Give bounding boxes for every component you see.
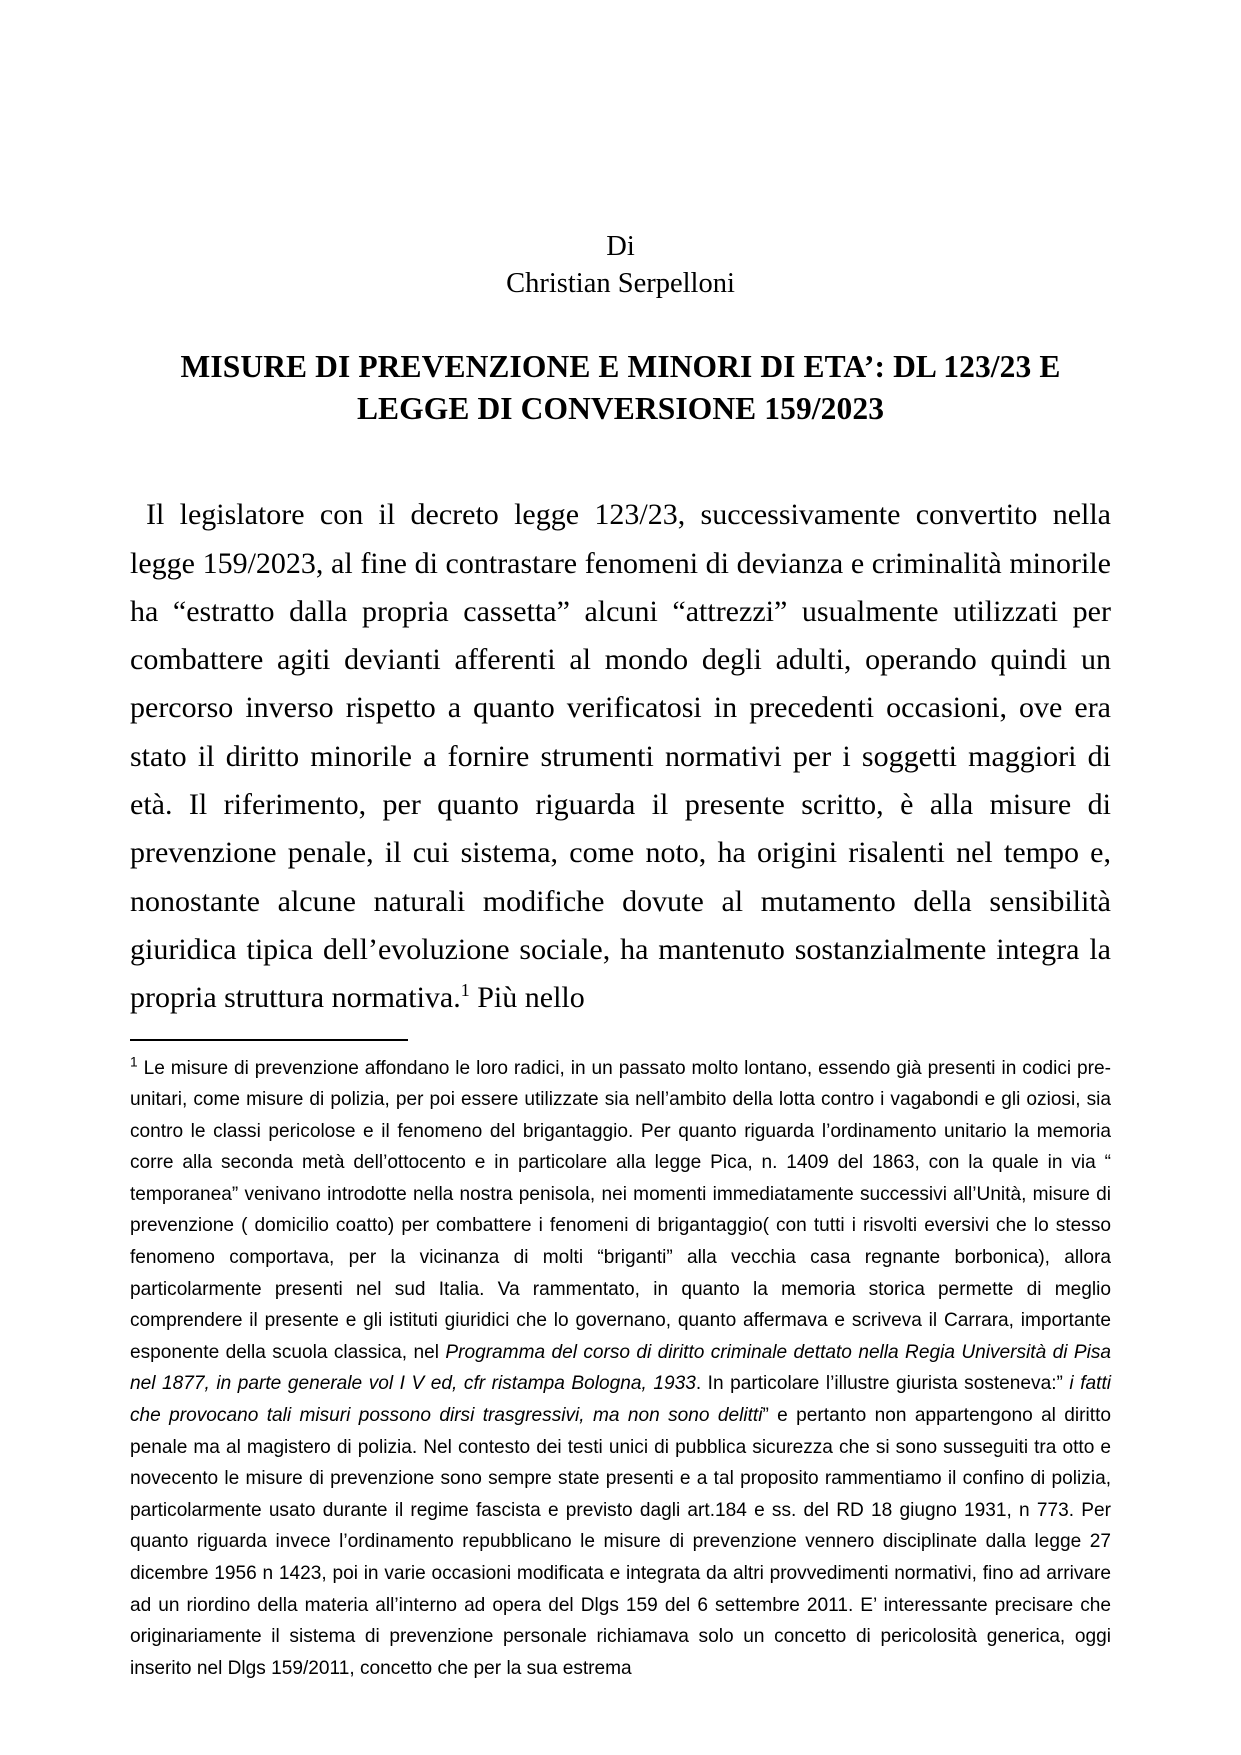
body-text-after-footnote: Più nello xyxy=(469,981,585,1015)
footnote-separator-rule xyxy=(130,1039,408,1041)
page-title-line-1: MISURE DI PREVENZIONE E MINORI DI ETA’: DL 123/23 E xyxy=(180,349,1061,385)
byline xyxy=(130,0,1111,302)
byline-prefix: Di xyxy=(606,231,635,262)
footnote-segment-3: i fatti che provocano tali misuri possono dirsi trasgressivi, ma non sono delitti xyxy=(130,1373,1111,1427)
page-title xyxy=(130,346,1111,429)
footnote-number: 1 xyxy=(130,1054,138,1070)
footnote-segment-1: Programma del corso di diritto criminale dettato nella Regia Università di Pisa nel 1877, in parte generale vol I V ed, cfr ristampa Bologna, 1933 xyxy=(130,1341,1111,1395)
footnote-segment-4: ” e pertanto non appartengono al diritto penale ma al magistero di polizia. Nel contesto dei testi unici di pubblica sicurezza che si sono susseguiti tra otto e novecento le misure di prevenzione sono sempre state presenti e a tal proposito rammentiamo il confino di polizia, particolarmente usato durante il regime fascista e previsto dagli art.184 e ss. del RD 18 giugno 1931, n 773. Per quanto riguarda invece l’ordinamento repubblicano le misure di prevenzione vennero disciplinate dalla legge 27 dicembre 1956 n 1423, poi in varie occasioni modificata e integrata da altri provvedimenti normativi, fino ad arrivare ad un riordino della materia all’interno ad opera del Dlgs 159 del 6 settembre 2011. E’ interessante precisare che originariamente il sistema di prevenzione personale richiamava solo un concetto di pericolosità generica, oggi inserito nel Dlgs 159/2011, concetto che per la sua estrema xyxy=(130,1405,1111,1679)
footnote-segment-0: Le misure di prevenzione affondano le loro radici, in un passato molto lontano, essendo già presenti in codici pre-unitari, come misure di polizia, per poi essere utilizzate sia nell’ambito della lotta contro i vagabondi e gli oziosi, sia contro le classi pericolose e il fenomeno del brigantaggio. Per quanto riguarda l’ordinamento unitario la memoria corre alla seconda metà dell’ottocento e in particolare alla legge Pica, n. 1409 del 1863, con la quale in via “ temporanea” venivano introdotte nella nostra penisola, nei momenti immediatamente successivi all’Unità, misure di prevenzione ( domicilio coatto) per combattere i fenomeni di brigantaggio( con tutti i risvolti eversivi che lo stesso fenomeno comportava, per la vicinanza di molti “briganti” alla vecchia casa regnante borbonica), allora particolarmente presenti nel sud Italia. Va rammentato, in quanto la memoria storica permette di meglio comprendere il presente e gli istituti giuridici che lo governano, quanto affermava e scriveva il Carrara, importante esponente della scuola classica, nel xyxy=(130,1057,1111,1363)
body-text-before-footnote: Il legislatore con il decreto legge 123/23, successivamente convertito nella legge 159/2023, al fine di contrastare fenomeni di devianza e criminalità minorile ha “estratto dalla propria cassetta” alcuni “attrezzi” usualmente utilizzati per combattere agiti devianti afferenti al mondo degli adulti, operando quindi un percorso inverso rispetto a quanto verificatosi in precedenti occasioni, ove era stato il diritto minorile a fornire strumenti normativi per i soggetti maggiori di età. Il riferimento, per quanto riguarda il presente scritto, è alla misure di prevenzione penale, il cui sistema, come noto, ha origini risalenti nel tempo e, nonostante alcune naturali modifiche dovute al mutamento della sensibilità giuridica tipica dell’evoluzione sociale, ha mantenuto sostanzialmente integra la propria struttura normativa. xyxy=(130,498,1111,1015)
footnote-reference-marker[interactable]: 1 xyxy=(460,980,470,1001)
footnote-text xyxy=(130,1053,1111,1685)
body-paragraph xyxy=(130,491,1111,1022)
footnote-segment-2: . In particolare l’illustre giurista sosteneva:” xyxy=(695,1373,1070,1395)
byline-author: Christian Serpelloni xyxy=(506,268,735,300)
body-content xyxy=(130,491,1111,1022)
page-title-line-2: LEGGE DI CONVERSIONE 159/2023 xyxy=(356,390,885,426)
footnote-segments xyxy=(130,1058,1111,1679)
